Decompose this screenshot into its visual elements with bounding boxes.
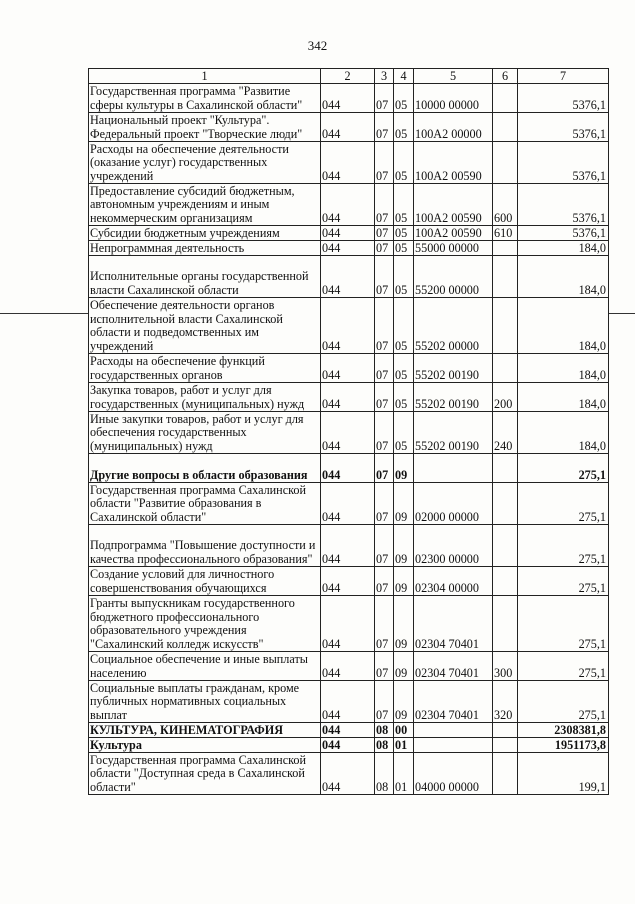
table-row: [89, 184, 609, 226]
row-section-cell: 07: [375, 596, 394, 652]
row-amount-cell: 5376,1: [518, 226, 609, 241]
row-expense-type-cell: [493, 84, 518, 113]
row-expense-type-cell: 610: [493, 226, 518, 241]
column-header: 3: [375, 69, 394, 84]
column-header: 2: [321, 69, 375, 84]
row-ved-cell: 044: [321, 483, 375, 525]
row-section-cell: 08: [375, 753, 394, 795]
row-target-article-cell: 55000 00000: [414, 241, 493, 256]
row-ved-cell: 044: [321, 567, 375, 596]
row-subsection-cell: 05: [394, 113, 414, 142]
row-subsection-cell: 09: [394, 681, 414, 723]
column-number-row: [89, 69, 609, 84]
row-section-cell: 07: [375, 525, 394, 567]
row-name-cell: Непрограммная деятельность: [89, 241, 321, 256]
table-body: [89, 84, 609, 795]
row-subsection-cell: 05: [394, 226, 414, 241]
column-header: 5: [414, 69, 493, 84]
row-subsection-cell: 05: [394, 142, 414, 184]
row-expense-type-cell: [493, 142, 518, 184]
row-amount-cell: 184,0: [518, 298, 609, 354]
row-name-cell: Социальное обеспечение и иные выплаты населению: [89, 652, 321, 681]
row-ved-cell: 044: [321, 113, 375, 142]
row-name-cell: Закупка товаров, работ и услуг для государственных (муниципальных) нужд: [89, 383, 321, 412]
row-amount-cell: 184,0: [518, 241, 609, 256]
row-ved-cell: 044: [321, 184, 375, 226]
row-subsection-cell: 05: [394, 412, 414, 454]
row-name-cell: Иные закупки товаров, работ и услуг для обеспечения государственных (муниципальных) нужд: [89, 412, 321, 454]
row-subsection-cell: 00: [394, 723, 414, 738]
row-section-cell: 07: [375, 354, 394, 383]
row-section-cell: 07: [375, 142, 394, 184]
column-header: 7: [518, 69, 609, 84]
row-target-article-cell: 10000 00000: [414, 84, 493, 113]
row-amount-cell: 275,1: [518, 652, 609, 681]
table-row: [89, 483, 609, 525]
row-name-cell: КУЛЬТУРА, КИНЕМАТОГРАФИЯ: [89, 723, 321, 738]
row-expense-type-cell: [493, 454, 518, 483]
row-name-cell: Государственная программа Сахалинской области "Развитие образования в Сахалинской области": [89, 483, 321, 525]
row-name-cell: Исполнительные органы государственной власти Сахалинской области: [89, 256, 321, 298]
row-section-cell: 07: [375, 84, 394, 113]
row-name-cell: Обеспечение деятельности органов исполнительной власти Сахалинской области и подведомственных им учреждений: [89, 298, 321, 354]
table-row: [89, 454, 609, 483]
table-row: [89, 753, 609, 795]
row-expense-type-cell: [493, 256, 518, 298]
table-row: [89, 412, 609, 454]
row-subsection-cell: 05: [394, 184, 414, 226]
row-amount-cell: 275,1: [518, 483, 609, 525]
row-subsection-cell: 01: [394, 753, 414, 795]
row-section-cell: 08: [375, 723, 394, 738]
row-ved-cell: 044: [321, 652, 375, 681]
row-ved-cell: 044: [321, 383, 375, 412]
row-ved-cell: 044: [321, 596, 375, 652]
row-ved-cell: 044: [321, 142, 375, 184]
row-target-article-cell: 02304 70401: [414, 596, 493, 652]
row-target-article-cell: [414, 454, 493, 483]
row-name-cell: Культура: [89, 738, 321, 753]
row-target-article-cell: 100А2 00590: [414, 226, 493, 241]
row-ved-cell: 044: [321, 84, 375, 113]
row-amount-cell: 5376,1: [518, 84, 609, 113]
row-ved-cell: 044: [321, 681, 375, 723]
row-expense-type-cell: [493, 354, 518, 383]
row-expense-type-cell: 320: [493, 681, 518, 723]
row-target-article-cell: 02000 00000: [414, 483, 493, 525]
row-name-cell: Гранты выпускникам государственного бюджетного профессионального образовательного учреждения "Сахалинский колледж искусств": [89, 596, 321, 652]
row-target-article-cell: 55202 00190: [414, 383, 493, 412]
row-ved-cell: 044: [321, 753, 375, 795]
table-row: [89, 525, 609, 567]
table-row: [89, 298, 609, 354]
row-target-article-cell: 55202 00190: [414, 354, 493, 383]
row-subsection-cell: 05: [394, 241, 414, 256]
row-expense-type-cell: [493, 567, 518, 596]
row-expense-type-cell: [493, 723, 518, 738]
row-target-article-cell: 100А2 00590: [414, 142, 493, 184]
row-section-cell: 07: [375, 241, 394, 256]
table-row: [89, 723, 609, 738]
row-subsection-cell: 05: [394, 354, 414, 383]
table-row: [89, 596, 609, 652]
row-subsection-cell: 09: [394, 567, 414, 596]
column-header: 6: [493, 69, 518, 84]
row-subsection-cell: 09: [394, 596, 414, 652]
row-subsection-cell: 05: [394, 256, 414, 298]
row-target-article-cell: [414, 723, 493, 738]
row-expense-type-cell: [493, 241, 518, 256]
row-amount-cell: 275,1: [518, 567, 609, 596]
row-amount-cell: 275,1: [518, 681, 609, 723]
row-amount-cell: 184,0: [518, 354, 609, 383]
row-name-cell: Государственная программа "Развитие сферы культуры в Сахалинской области": [89, 84, 321, 113]
row-target-article-cell: 100А2 00000: [414, 113, 493, 142]
row-ved-cell: 044: [321, 354, 375, 383]
row-amount-cell: 5376,1: [518, 113, 609, 142]
row-ved-cell: 044: [321, 454, 375, 483]
row-expense-type-cell: [493, 483, 518, 525]
row-section-cell: 08: [375, 738, 394, 753]
scan-line-right: [608, 313, 635, 314]
row-section-cell: 07: [375, 483, 394, 525]
row-amount-cell: 2308381,8: [518, 723, 609, 738]
row-target-article-cell: 55202 00000: [414, 298, 493, 354]
row-section-cell: 07: [375, 256, 394, 298]
row-ved-cell: 044: [321, 723, 375, 738]
row-ved-cell: 044: [321, 256, 375, 298]
row-target-article-cell: 02304 00000: [414, 567, 493, 596]
row-name-cell: Государственная программа Сахалинской области "Доступная среда в Сахалинской области": [89, 753, 321, 795]
row-target-article-cell: 55200 00000: [414, 256, 493, 298]
row-target-article-cell: 02300 00000: [414, 525, 493, 567]
table-row: [89, 383, 609, 412]
row-section-cell: 07: [375, 652, 394, 681]
row-amount-cell: 184,0: [518, 412, 609, 454]
row-target-article-cell: 100А2 00590: [414, 184, 493, 226]
row-section-cell: 07: [375, 412, 394, 454]
row-subsection-cell: 09: [394, 525, 414, 567]
column-header: 4: [394, 69, 414, 84]
row-amount-cell: 184,0: [518, 383, 609, 412]
row-amount-cell: 199,1: [518, 753, 609, 795]
row-subsection-cell: 05: [394, 383, 414, 412]
row-expense-type-cell: 600: [493, 184, 518, 226]
table-row: [89, 142, 609, 184]
row-subsection-cell: 09: [394, 652, 414, 681]
table-row: [89, 738, 609, 753]
table-row: [89, 681, 609, 723]
row-expense-type-cell: [493, 596, 518, 652]
row-target-article-cell: 55202 00190: [414, 412, 493, 454]
row-subsection-cell: 05: [394, 298, 414, 354]
page-number: 342: [307, 38, 328, 53]
row-amount-cell: 275,1: [518, 454, 609, 483]
row-name-cell: Субсидии бюджетным учреждениям: [89, 226, 321, 241]
row-amount-cell: 1951173,8: [518, 738, 609, 753]
row-section-cell: 07: [375, 383, 394, 412]
row-name-cell: Подпрограмма "Повышение доступности и качества профессионального образования": [89, 525, 321, 567]
row-name-cell: Национальный проект "Культура". Федеральный проект "Творческие люди": [89, 113, 321, 142]
table-row: [89, 567, 609, 596]
row-expense-type-cell: [493, 113, 518, 142]
row-ved-cell: 044: [321, 412, 375, 454]
row-subsection-cell: 09: [394, 454, 414, 483]
row-amount-cell: 5376,1: [518, 142, 609, 184]
column-header: 1: [89, 69, 321, 84]
row-section-cell: 07: [375, 454, 394, 483]
row-name-cell: Другие вопросы в области образования: [89, 454, 321, 483]
table-row: [89, 354, 609, 383]
row-expense-type-cell: 300: [493, 652, 518, 681]
row-subsection-cell: 09: [394, 483, 414, 525]
table-row: [89, 256, 609, 298]
scan-line-left: [0, 313, 88, 314]
row-expense-type-cell: 240: [493, 412, 518, 454]
row-name-cell: Предоставление субсидий бюджетным, автономным учреждениям и иным некоммерческим организациям: [89, 184, 321, 226]
row-subsection-cell: 01: [394, 738, 414, 753]
row-target-article-cell: 04000 00000: [414, 753, 493, 795]
row-target-article-cell: 02304 70401: [414, 652, 493, 681]
budget-table: [88, 68, 609, 795]
row-ved-cell: 044: [321, 298, 375, 354]
row-expense-type-cell: [493, 738, 518, 753]
row-expense-type-cell: [493, 525, 518, 567]
row-section-cell: 07: [375, 113, 394, 142]
table-row: [89, 113, 609, 142]
row-section-cell: 07: [375, 567, 394, 596]
row-amount-cell: 184,0: [518, 256, 609, 298]
row-name-cell: Создание условий для личностного совершенствования обучающихся: [89, 567, 321, 596]
row-target-article-cell: [414, 738, 493, 753]
row-name-cell: Расходы на обеспечение деятельности (оказание услуг) государственных учреждений: [89, 142, 321, 184]
row-amount-cell: 5376,1: [518, 184, 609, 226]
row-subsection-cell: 05: [394, 84, 414, 113]
row-expense-type-cell: 200: [493, 383, 518, 412]
row-target-article-cell: 02304 70401: [414, 681, 493, 723]
table-row: [89, 241, 609, 256]
row-section-cell: 07: [375, 681, 394, 723]
row-expense-type-cell: [493, 298, 518, 354]
row-ved-cell: 044: [321, 525, 375, 567]
row-ved-cell: 044: [321, 738, 375, 753]
row-amount-cell: 275,1: [518, 596, 609, 652]
row-section-cell: 07: [375, 226, 394, 241]
table-row: [89, 652, 609, 681]
row-name-cell: Социальные выплаты гражданам, кроме публичных нормативных социальных выплат: [89, 681, 321, 723]
table-row: [89, 226, 609, 241]
table-row: [89, 84, 609, 113]
row-name-cell: Расходы на обеспечение функций государственных органов: [89, 354, 321, 383]
row-ved-cell: 044: [321, 241, 375, 256]
row-amount-cell: 275,1: [518, 525, 609, 567]
row-section-cell: 07: [375, 184, 394, 226]
row-section-cell: 07: [375, 298, 394, 354]
row-expense-type-cell: [493, 753, 518, 795]
row-ved-cell: 044: [321, 226, 375, 241]
